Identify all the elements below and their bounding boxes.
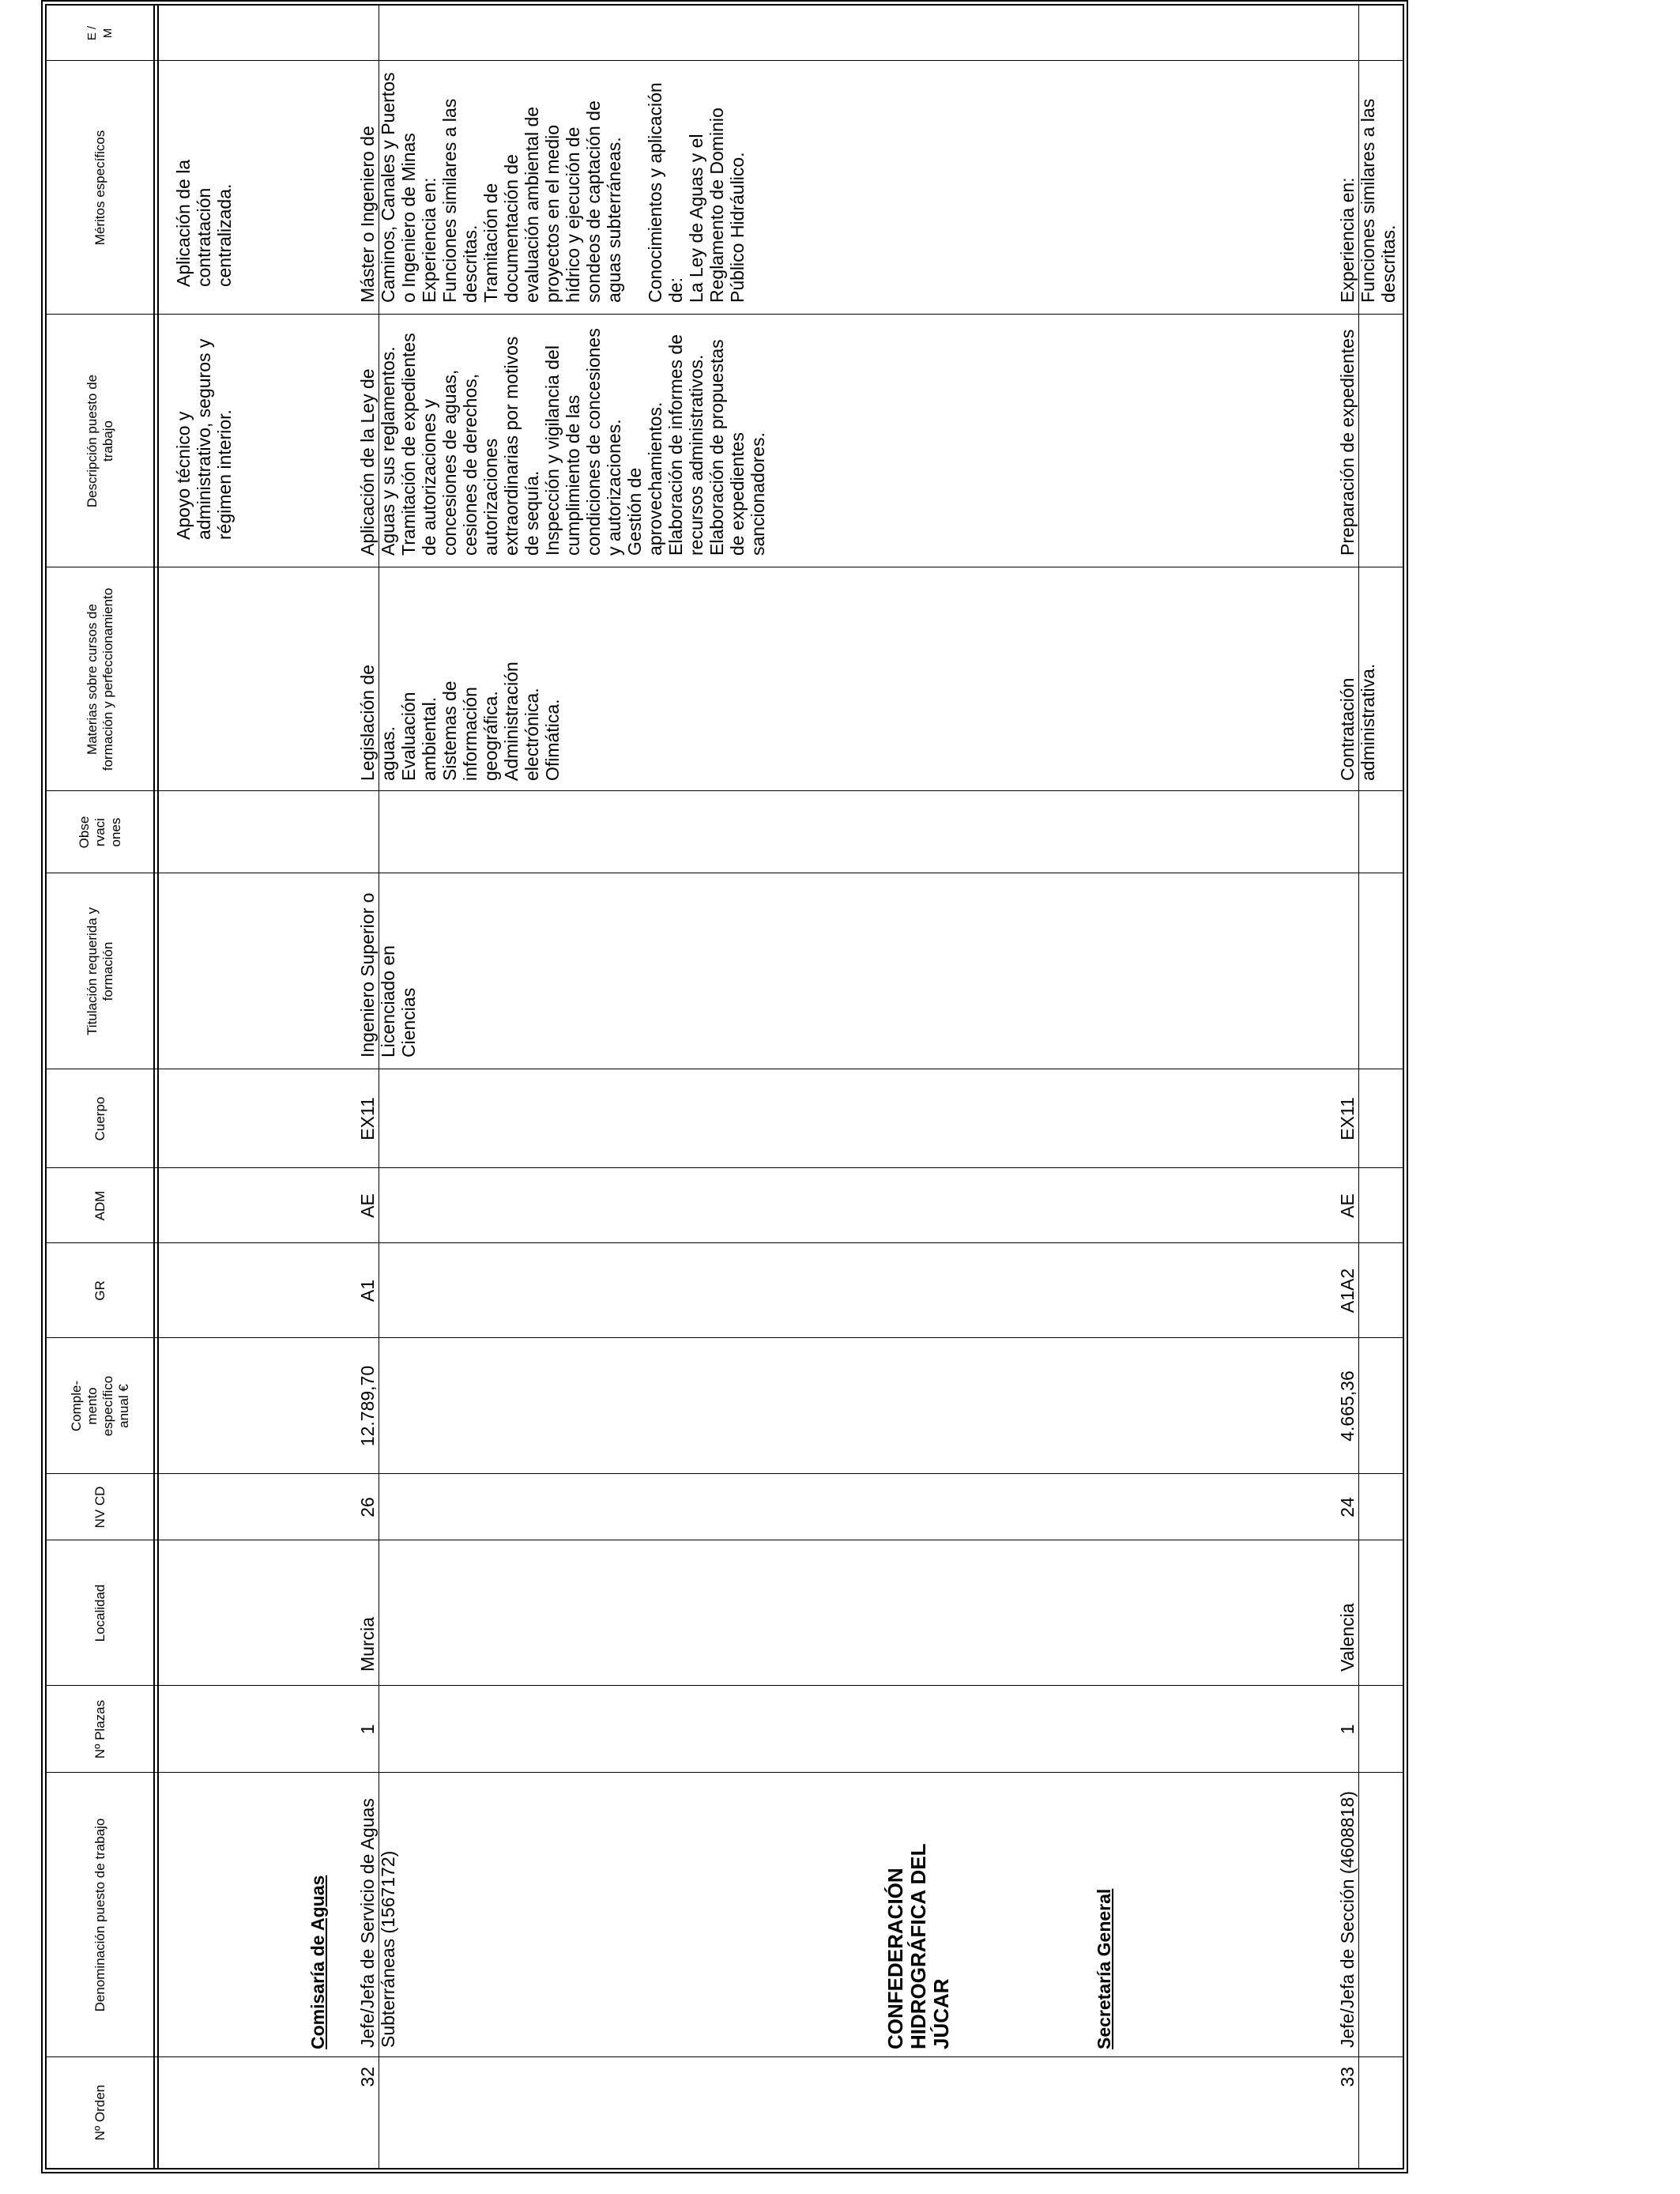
continuation-descripcion: Apoyo técnico y administrativo, seguros y régimen interior. (173, 338, 235, 540)
header-cuerpo: Cuerpo (92, 1096, 107, 1141)
header-plazas: Nº Plazas (92, 1699, 107, 1759)
r32-adm: AE (357, 1193, 378, 1218)
header-observaciones: Obse rvaci ones (76, 816, 123, 849)
r33-meritos: Experiencia en: Funciones similares a las descritas. (1337, 98, 1399, 303)
header-nivel: NV CD (92, 1486, 107, 1529)
r33-nivel: 24 (1337, 1497, 1358, 1517)
r33-orden: 33 (1337, 2067, 1358, 2087)
r32-orden: 32 (357, 2067, 378, 2087)
r32-plazas: 1 (357, 1724, 378, 1735)
r33-descripcion: Preparación de expedientes (1337, 329, 1358, 556)
job-positions-table (41, 0, 1408, 2173)
r33-localidad: Valencia (1337, 1603, 1358, 1672)
row-separator (1358, 6, 1359, 2168)
header-titulacion: Titulación requerida y formación (84, 907, 115, 1035)
r33-cuerpo: EX11 (1337, 1097, 1358, 1140)
header-meritos: Méritos específicos (92, 130, 107, 246)
header-complemento: Comple- mento específico anual € (68, 1375, 131, 1437)
header-localidad: Localidad (92, 1584, 107, 1642)
r33-grupo: A1A2 (1337, 1268, 1358, 1314)
header-grupo: GR (92, 1280, 107, 1301)
header-materias: Materias sobre cursos de formación y perfeccionamiento (84, 587, 115, 771)
r32-materias: Legislación de aguas. Evaluación ambiental. Sistemas de información geográfica. Administración electrónica. Ofimática. (357, 662, 563, 781)
r32-grupo: A1 (357, 1279, 378, 1302)
r32-denominacion: Jefe/Jefa de Servicio de Aguas Subterráneas (1567172) (357, 1798, 398, 2048)
r32-meritos: Máster o Ingeniero de Caminos, Canales y Puertos o Ingeniero de Minas Experiencia en: Funciones similares a las descritas. Tramitación de documentación de evaluación ambiental de proyectos en el medio hídrico y ejecución de sondeos de captación de aguas subterráneas. Conocimientos y aplicación de: La Ley de Aguas y el Reglamento de Dominio Público Hidráulico. (357, 72, 748, 303)
header-row (47, 6, 159, 2168)
r32-localidad: Murcia (357, 1616, 378, 1672)
r33-denominacion: Jefe/Jefa de Sección (4608818) (1337, 1791, 1358, 2048)
rotated-page (41, 0, 1408, 2173)
r32-complemento: 12.789,70 (357, 1365, 378, 1447)
r33-plazas: 1 (1337, 1724, 1358, 1735)
header-descripcion: Descripción puesto de trabajo (84, 374, 115, 508)
section-comisaria: Comisaría de Aguas (307, 1875, 328, 2049)
r33-adm: AE (1337, 1193, 1358, 1218)
header-em: E / M (85, 25, 115, 41)
r33-materias: Contratación administrativa. (1337, 663, 1378, 781)
r32-cuerpo: EX11 (357, 1097, 378, 1140)
r32-titulacion: Ingeniero Superior o Licenciado en Ciencias (357, 892, 419, 1057)
continuation-meritos: Aplicación de la contratación centralizada. (173, 159, 235, 287)
header-orden: Nº Orden (92, 2084, 107, 2141)
section-secretaria: Secretaría General (1094, 1888, 1114, 2049)
header-denominacion: Denominación puesto de trabajo (92, 1818, 107, 2012)
r32-nivel: 26 (357, 1497, 378, 1517)
org-confederacion: CONFEDERACIÓN HIDROGRÁFICA DEL JÚCAR (883, 1844, 953, 2049)
r32-descripcion: Aplicación de la Ley de Aguas y sus reglamentos. Tramitación de expedientes de autorizaciones y concesiones de aguas, cesiones de derechos, autorizaciones extraordinarias por motivos de sequía. Inspección y vigilancia del cumplimiento de las condiciones de concesiones y autorizaciones. Gestión de aprovechamientos. Elaboración de informes de recursos administrativos. Elaboración de propuestas de expedientes sancionadores. (357, 328, 768, 556)
r33-complemento: 4.665,36 (1337, 1370, 1358, 1442)
header-adm: ADM (92, 1190, 107, 1221)
